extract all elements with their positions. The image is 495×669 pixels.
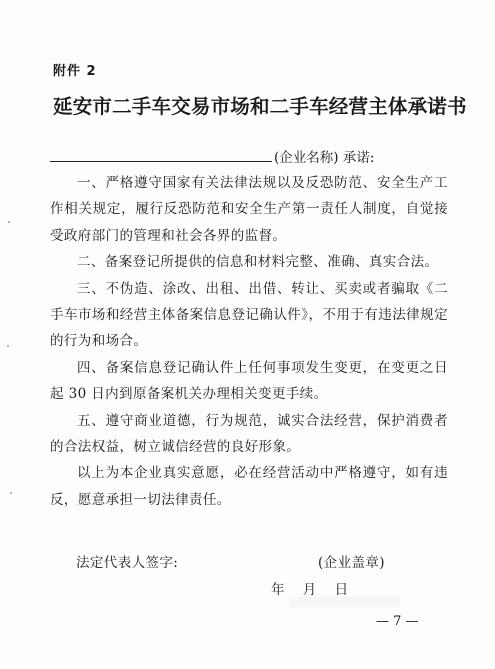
company-name-blank [50,147,272,162]
document-title: 延安市二手车交易市场和二手车经营主体承诺书 [53,95,467,118]
scan-speck [8,221,10,223]
paragraph-1: 一、严格遵守国家有关法律法规以及反恐防范、安全生产工作相关规定，履行反恐防范和安全生产第一责任人制度，自觉接受政府部门的管理和社会各界的监督。 [50,175,448,244]
paragraph-2: 二、备案登记所提供的信息和材料完整、准确、真实合法。 [77,254,439,271]
signature-label: 法定代表人签字: [76,555,179,571]
attachment-label: 附件 2 [53,64,97,79]
paragraph-4: 四、备案信息登记确认件上任何事项发生变更，在变更之日起 30 日内到原备案机关办理相关变更手续。 [50,359,448,403]
scan-speck [10,492,12,494]
bleed-through-shadow [290,597,400,607]
paragraph-5: 五、遵守商业道德，行为规范，诚实合法经营，保护消费者的合法权益，树立诚信经营的良好形象。 [50,412,448,456]
seal-label: (企业盖章) [318,555,385,571]
scan-speck [7,345,9,347]
pledge-suffix: (企业名称) 承诺: [274,150,375,166]
date-line: 年 月 日 [271,582,349,598]
pledge-line [50,146,460,166]
page-number: — 7 — [376,614,419,629]
paragraph-3: 三、不伪造、涂改、出租、出借、转让、买卖或者骗取《二手车市场和经营主体备案信息登记确认件》，不用于有违法律规定的行为和场合。 [50,280,448,350]
paragraph-closing: 以上为本企业真实意愿，必在经营活动中严格遵守，如有违反，愿意承担一切法律责任。 [50,465,448,508]
pledge-body [50,170,448,513]
